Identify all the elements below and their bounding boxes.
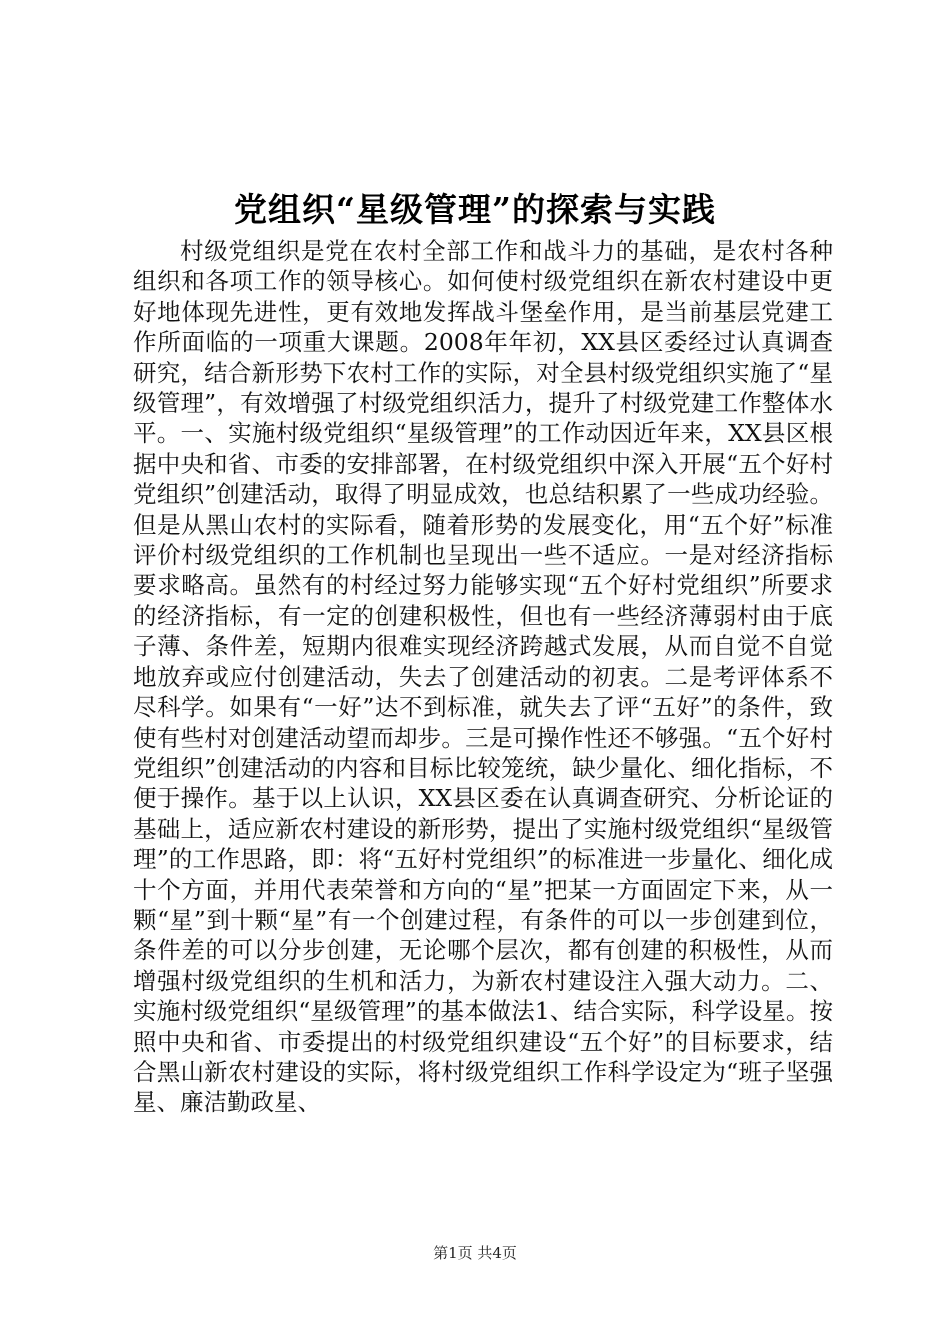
document-title: 党组织“星级管理”的探索与实践 (234, 190, 716, 229)
page-footer: 第1页 共4页 (433, 1244, 517, 1262)
document-body-paragraph: 村级党组织是党在农村全部工作和战斗力的基础，是农村各种组织和各项工作的领导核心。如何使村级党组织在新农村建设中更好地体现先进性，更有效地发挥战斗堡垒作用，是当前基层党建工作所面临的一项重大课题。2008年年初，XX县区委经过认真调查研究，结合新形势下农村工作的实际，对全县村级党组织实施了“星级管理”，有效增强了村级党组织活力，提升了村级党建工作整体水平。一、实施村级党组织“星级管理”的工作动因近年来，XX县区根据中央和省、市委的安排部署，在村级党组织中深入开展“五个好村党组织”创建活动，取得了明显成效，也总结积累了一些成功经验。但是从黑山农村的实际看，随着形势的发展变化，用“五个好”标准评价村级党组织的工作机制也呈现出一些不适应。一是对经济指标要求略高。虽然有的村经过努力能够实现“五个好村党组织”所要求的经济指标，有一定的创建积极性，但也有一些经济薄弱村由于底子薄、条件差，短期内很难实现经济跨越式发展，从而自觉不自觉地放弃或应付创建活动，失去了创建活动的初衷。二是考评体系不尽科学。如果有“一好”达不到标准，就失去了评“五好”的条件，致使有些村对创建活动望而却步。三是可操作性还不够强。“五个好村党组织”创建活动的内容和目标比较笼统，缺少量化、细化指标，不便于操作。基于以上认识，XX县区委在认真调查研究、分析论证的基础上，适应新农村建设的新形势，提出了实施村级党组织“星级管理”的工作思路，即：将“五好村党组织”的标准进一步量化、细化成十个方面，并用代表荣誉和方向的“星”把某一方面固定下来，从一颗“星”到十颗“星”有一个创建过程，有条件的可以一步创建到位，条件差的可以分步创建，无论哪个层次，都有创建的积极性，从而增强村级党组织的生机和活力，为新农村建设注入强大动力。二、实施村级党组织“星级管理”的基本做法1、结合实际，科学设星。按照中央和省、市委提出的村级党组织建设“五个好”的目标要求，结合黑山新农村建设的实际，将村级党组织工作科学设定为“班子坚强星、廉洁勤政星、 (133, 237, 833, 1117)
